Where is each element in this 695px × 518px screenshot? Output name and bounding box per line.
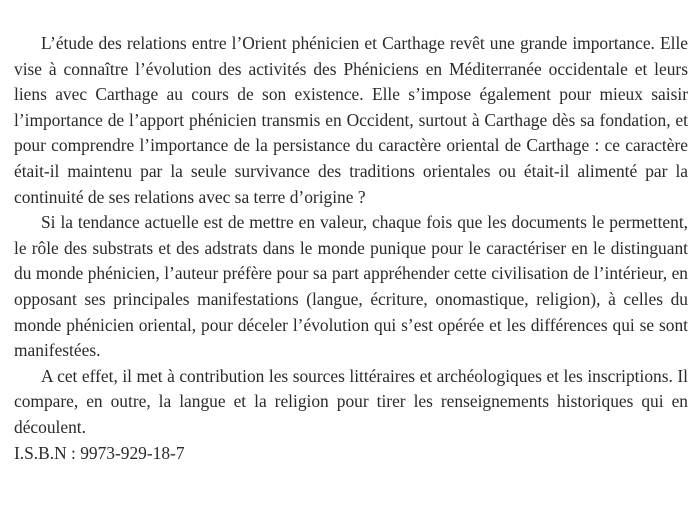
paragraph-sources: A cet effet, il met à contribution les sources littéraires et archéologiques et les inscriptions. Il compare, en outre, la langue et la religion pour tirer les renseignements historiques qui en découlent.: [14, 365, 688, 437]
paragraph-introduction: L’étude des relations entre l’Orient phénicien et Carthage revêt une grande importance. Elle vise à connaître l’évolution des activités des Phéniciens en Méditerranée occidentale et leurs liens avec Carthage au cours de son existence. Elle s’impose également pour mieux saisir l’importance de l’apport phénicien transmis en Occident, surtout à Carthage dès sa fondation, et pour comprendre l’importance de la persistance du caractère oriental de Carthage : ce caractère était-il maintenu par la seule survivance des traditions orientales ou était-il alimenté par la continuité de ses relations avec sa terre d’origine ?: [14, 33, 688, 207]
back-cover-text: [14, 31, 688, 466]
isbn-line: I.S.B.N : 9973-929-18-7: [14, 442, 185, 463]
paragraph-approach: Si la tendance actuelle est de mettre en valeur, chaque fois que les documents le permettent, le rôle des substrats et des adstrats dans le monde punique pour le caractériser en le distinguant du monde phénicien, l’auteur préfère pour sa part appréhender cette civilisation de l’intérieur, en opposant ses principales manifestations (langue, écriture, onomastique, religion), à celles du monde phénicien oriental, pour déceler l’évolution qui s’est opérée et les différences qui se sont manifestées.: [14, 212, 688, 361]
